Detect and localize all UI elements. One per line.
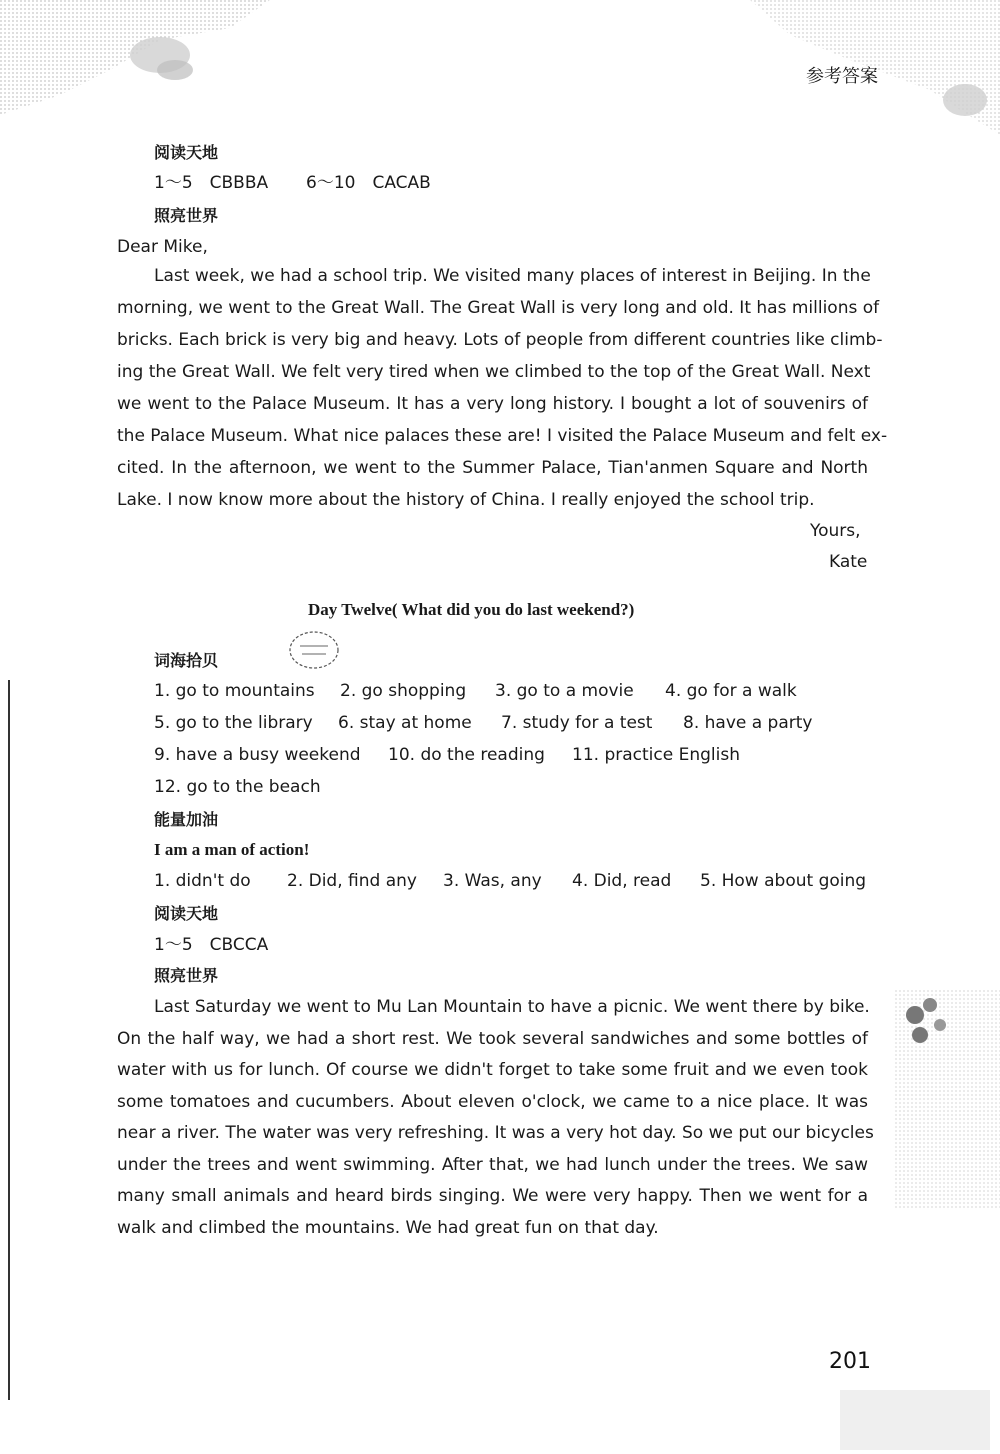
letter-line: morning, we went to the Great Wall. The Great Wall is very long and old. It has millions of (117, 298, 880, 318)
action-item: 1. didn't do (154, 871, 251, 891)
vocab-heading: 词海拾贝 (154, 651, 219, 670)
vocab-item: 11. practice English (572, 745, 740, 765)
header-title: 参考答案 (806, 66, 878, 87)
letter-line: Lake. I now know more about the history of China. I really enjoyed the school trip. (117, 490, 815, 510)
reading-answers-1-5: 1～5 CBBBA (154, 173, 269, 193)
reading-heading: 阅读天地 (154, 143, 219, 162)
letter-signature: Kate (829, 552, 868, 572)
story-line: under the trees and went swimming. After that, we had lunch under the trees. We saw (117, 1155, 868, 1175)
vocab-item: 1. go to mountains (154, 681, 315, 701)
letter-salutation: Dear Mike, (117, 237, 208, 257)
vocab-item: 9. have a busy weekend (154, 745, 361, 765)
left-margin-line (8, 680, 10, 1400)
writing-heading-2: 照亮世界 (154, 966, 219, 985)
reading-heading-2: 阅读天地 (154, 904, 219, 923)
story-line: some tomatoes and cucumbers. About eleven o'clock, we came to a nice place. It was (117, 1092, 868, 1112)
reading-answers-2: 1～5 CBCCA (154, 935, 269, 955)
flower-decoration-right (895, 990, 1000, 1210)
letter-line: ing the Great Wall. We felt very tired when we climbed to the top of the Great Wall. Next (117, 362, 871, 382)
vocab-item: 5. go to the library (154, 713, 313, 733)
vocab-item: 2. go shopping (340, 681, 467, 701)
vocab-item: 3. go to a movie (495, 681, 634, 701)
action-item: 4. Did, read (572, 871, 672, 891)
vocab-item: 6. stay at home (338, 713, 472, 733)
story-line: many small animals and heard birds singing. We were very happy. Then we went for a (117, 1186, 868, 1206)
story-line: near a river. The water was very refreshing. It was a very hot day. So we put our bicycles (117, 1123, 874, 1143)
letter-closing: Yours, (810, 521, 861, 541)
letter-line: we went to the Palace Museum. It has a very long history. I bought a lot of souvenirs of (117, 394, 868, 414)
stamp-icon (286, 628, 342, 672)
vocab-item: 4. go for a walk (665, 681, 797, 701)
day-title: Day Twelve( What did you do last weekend?) (308, 600, 635, 619)
letter-line: cited. In the afternoon, we went to the Summer Palace, Tian'anmen Square and North (117, 458, 868, 478)
story-line: walk and climbed the mountains. We had great fun on that day. (117, 1218, 659, 1238)
story-line: On the half way, we had a short rest. We took several sandwiches and some bottles of (117, 1029, 868, 1049)
letter-line: bricks. Each brick is very big and heavy. Lots of people from different countries like climb- (117, 330, 883, 350)
corner-decoration-top-left (0, 0, 270, 120)
action-title: I am a man of action! (154, 840, 310, 859)
story-line: water with us for lunch. Of course we didn't forget to take some fruit and we even took (117, 1060, 868, 1080)
letter-line: the Palace Museum. What nice palaces these are! I visited the Palace Museum and felt ex- (117, 426, 888, 446)
story-line: Last Saturday we went to Mu Lan Mountain to have a picnic. We went there by bike. (154, 997, 870, 1017)
vocab-item: 8. have a party (683, 713, 813, 733)
reading-answers-6-10: 6～10 CACAB (306, 173, 431, 193)
letter-line: Last week, we had a school trip. We visited many places of interest in Beijing. In the (154, 266, 871, 286)
energy-heading: 能量加油 (154, 810, 219, 829)
writing-heading: 照亮世界 (154, 206, 219, 225)
vocab-item: 12. go to the beach (154, 777, 321, 797)
vocab-item: 7. study for a test (501, 713, 653, 733)
vocab-item: 10. do the reading (388, 745, 545, 765)
action-item: 5. How about going (700, 871, 867, 891)
action-item: 3. Was, any (443, 871, 542, 891)
page-number: 201 (829, 1349, 871, 1374)
action-item: 2. Did, find any (287, 871, 417, 891)
